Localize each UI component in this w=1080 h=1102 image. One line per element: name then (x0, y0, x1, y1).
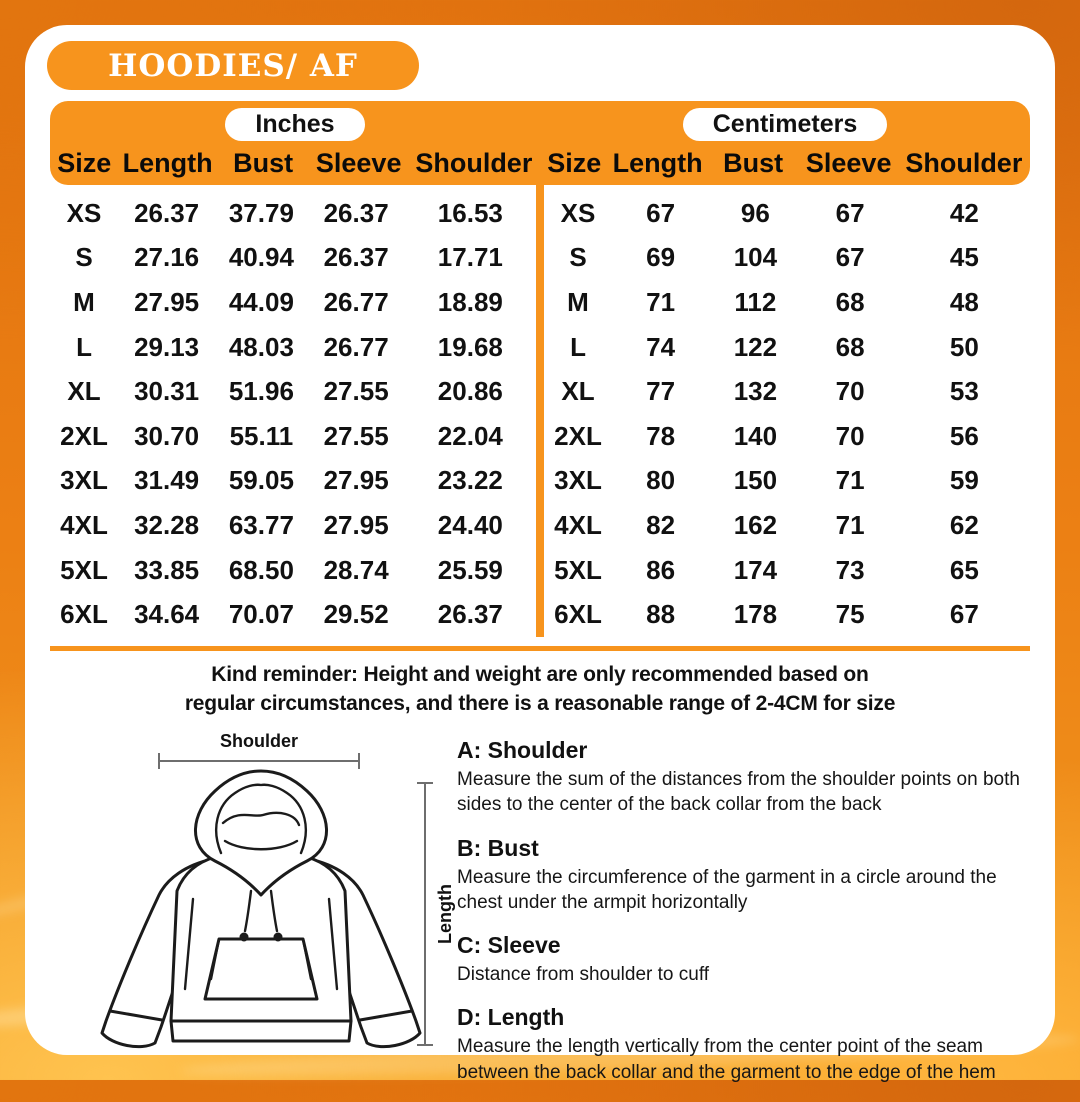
measurement-value: 88 (646, 599, 676, 630)
size-label: S (569, 242, 587, 273)
measurement-value: 122 (733, 331, 778, 362)
horizontal-rule (50, 646, 1030, 651)
measurement-value: 22.04 (437, 420, 503, 451)
measurement-value: 48.03 (228, 331, 294, 362)
measurement-value: 74 (646, 331, 676, 362)
size-label: XL (561, 376, 595, 407)
measurement-value: 33.85 (134, 554, 200, 585)
measurement-value: 71 (835, 509, 865, 540)
size-label: 6XL (60, 599, 108, 630)
measurement-value: 51.96 (228, 376, 294, 407)
measurement-value: 34.64 (134, 599, 200, 630)
guide-item-bust (457, 835, 1035, 916)
measurement-value: 29.52 (323, 599, 389, 630)
length-dimension-label: Length (435, 884, 455, 944)
measurement-value: 77 (646, 376, 676, 407)
measurement-value: 26.77 (323, 331, 389, 362)
size-label: 4XL (60, 509, 108, 540)
measurement-value: 71 (646, 286, 676, 317)
measurement-value: 140 (733, 420, 778, 451)
measurement-value: 37.79 (228, 197, 294, 228)
centimeters-column-headers (540, 141, 1030, 185)
guide-heading: D: Length (457, 1004, 565, 1031)
size-label: L (570, 331, 586, 362)
measurement-value: 67 (835, 242, 865, 273)
size-label: 6XL (554, 599, 602, 630)
size-label: 3XL (60, 465, 108, 496)
measurement-value: 68 (835, 286, 865, 317)
measurement-value: 104 (733, 242, 778, 273)
inches-table-body (50, 185, 536, 637)
guide-item-sleeve (457, 932, 1035, 987)
centimeters-table-body (544, 185, 1030, 637)
measurement-value: 132 (733, 376, 778, 407)
size-label: 5XL (60, 554, 108, 585)
measurement-value: 31.49 (134, 465, 200, 496)
measurement-value: 73 (835, 554, 865, 585)
measurement-value: 178 (733, 599, 778, 630)
measurement-value: 56 (949, 420, 979, 451)
measurement-value: 16.53 (437, 197, 503, 228)
column-header-size: Size (547, 147, 602, 178)
measurement-value: 26.77 (323, 286, 389, 317)
measurement-value: 19.68 (437, 331, 503, 362)
size-label: 2XL (60, 420, 108, 451)
column-header-bust: Bust (723, 147, 784, 178)
column-header-length: Length (612, 147, 703, 178)
measurement-value: 27.95 (323, 465, 389, 496)
measurement-value: 20.86 (437, 376, 503, 407)
column-header-sleeve: Sleeve (805, 147, 892, 178)
measurement-value: 68 (835, 331, 865, 362)
measurement-value: 150 (733, 465, 778, 496)
measurement-value: 82 (646, 509, 676, 540)
measurement-value: 55.11 (229, 420, 294, 451)
measurement-value: 18.89 (437, 286, 503, 317)
measurement-value: 24.40 (437, 509, 503, 540)
size-label: XS (560, 197, 596, 228)
measurement-value: 96 (740, 197, 770, 228)
measurement-value: 30.70 (134, 420, 200, 451)
guide-text: Measure the sum of the distances from the shoulder points on both sides to the center of the back collar from the back (457, 769, 1020, 816)
column-header-shoulder: Shoulder (415, 147, 533, 178)
size-label: XL (67, 376, 101, 407)
measurement-value: 67 (646, 197, 676, 228)
measurement-value: 27.16 (134, 242, 200, 273)
measurement-value: 32.28 (134, 509, 200, 540)
measurement-value: 17.71 (437, 242, 503, 273)
size-chart-card (25, 25, 1055, 1083)
measurement-value: 27.95 (134, 286, 200, 317)
size-label: 3XL (554, 465, 602, 496)
measurement-value: 26.37 (323, 197, 389, 228)
table-header-band (50, 101, 1030, 185)
measurement-value: 26.37 (437, 599, 503, 630)
guide-heading: B: Bust (457, 834, 539, 861)
hoodie-measurement-diagram (63, 727, 463, 1063)
measurement-value: 27.55 (323, 420, 389, 451)
measurement-value: 71 (835, 465, 865, 496)
measurement-value: 27.95 (323, 509, 389, 540)
column-header-size: Size (57, 147, 112, 178)
measurement-value: 78 (646, 420, 676, 451)
measurement-value: 59.05 (228, 465, 294, 496)
size-label: M (73, 286, 95, 317)
measurement-value: 28.74 (323, 554, 389, 585)
column-header-sleeve: Sleeve (315, 147, 402, 178)
measurement-value: 26.37 (323, 242, 389, 273)
measurement-value: 70 (835, 376, 865, 407)
measurement-value: 162 (733, 509, 778, 540)
guide-text: Distance from shoulder to cuff (457, 964, 710, 986)
measurement-value: 174 (733, 554, 778, 585)
measurement-value: 86 (646, 554, 676, 585)
measurement-value: 40.94 (228, 242, 294, 273)
measurement-value: 23.22 (437, 465, 503, 496)
size-label: 2XL (554, 420, 602, 451)
inches-header (50, 101, 540, 185)
measurement-value: 30.31 (134, 376, 200, 407)
centimeters-unit-pill: Centimeters (683, 108, 888, 141)
size-label: S (75, 242, 93, 273)
inches-unit-pill: Inches (225, 108, 364, 141)
measurement-value: 48 (949, 286, 979, 317)
measurement-value: 80 (646, 465, 676, 496)
size-label: M (567, 286, 589, 317)
measurement-value: 26.37 (134, 197, 200, 228)
measurement-value: 63.77 (228, 509, 294, 540)
measurement-value: 45 (949, 242, 979, 273)
measurement-value: 27.55 (323, 376, 389, 407)
measurement-value: 44.09 (228, 286, 294, 317)
measurement-value: 65 (949, 554, 979, 585)
measurement-guide (457, 737, 1035, 1102)
guide-text: Measure the circumference of the garment in a circle around the chest under the armpit horizontally (457, 866, 997, 913)
measurement-value: 67 (949, 599, 979, 630)
hoodie-illustration (102, 771, 420, 1047)
shoulder-dimension-label: Shoulder (219, 731, 299, 751)
measurement-value: 62 (949, 509, 979, 540)
guide-text: Measure the length vertically from the center point of the seam between the back collar and the garment to the edge of the hem (457, 1036, 996, 1083)
table-body-area (50, 185, 1030, 637)
size-label: XS (66, 197, 102, 228)
page-title: HOODIES/ AF (47, 41, 419, 90)
guide-item-shoulder (457, 737, 1035, 818)
measurement-value: 70 (835, 420, 865, 451)
centimeters-header (540, 101, 1030, 185)
column-header-length: Length (122, 147, 213, 178)
measurement-value: 68.50 (228, 554, 294, 585)
guide-heading: C: Sleeve (457, 932, 561, 959)
measurement-value: 53 (949, 376, 979, 407)
size-label: 4XL (554, 509, 602, 540)
column-header-bust: Bust (233, 147, 294, 178)
size-label: 5XL (554, 554, 602, 585)
guide-heading: A: Shoulder (457, 737, 588, 763)
table-divider (536, 185, 544, 637)
measurement-value: 25.59 (437, 554, 503, 585)
measurement-value: 75 (835, 599, 865, 630)
measurement-value: 59 (949, 465, 979, 496)
size-label: L (76, 331, 92, 362)
measurement-value: 69 (646, 242, 676, 273)
measurement-value: 29.13 (134, 331, 200, 362)
measurement-value: 70.07 (228, 599, 294, 630)
guide-item-length (457, 1004, 1035, 1085)
measurement-value: 50 (949, 331, 979, 362)
reminder-note: Kind reminder: Height and weight are only recommended based on regular circumstances, and there is a reasonable range of 2-4CM for size (184, 663, 896, 715)
measurement-value: 67 (835, 197, 865, 228)
measurement-value: 42 (949, 197, 979, 228)
column-header-shoulder: Shoulder (905, 147, 1023, 178)
inches-column-headers (50, 141, 540, 185)
measurement-value: 112 (734, 286, 777, 317)
